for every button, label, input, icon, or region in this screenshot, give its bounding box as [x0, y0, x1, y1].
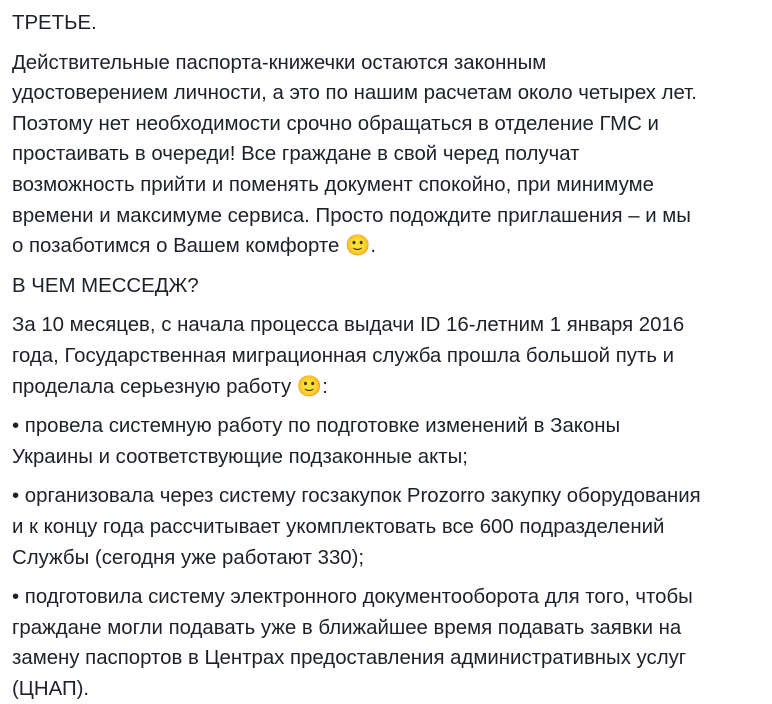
bullet-laws	[12, 411, 760, 472]
bullet-edoc	[12, 582, 760, 704]
heading-third	[12, 8, 760, 39]
text-line: о позаботимся о Вашем комфорте 🙂.	[12, 235, 377, 258]
text-line: Службы (сегодня уже работают 330);	[12, 546, 365, 569]
text-line: Поэтому нет необходимости срочно обращаться в отделение ГМС и	[12, 112, 659, 135]
text-line: года, Государственная миграционная служба прошла большой путь и	[12, 344, 674, 367]
text-line: (ЦНАП).	[12, 677, 90, 700]
text-line: Украины и соответствующие подзаконные акты;	[12, 445, 468, 468]
text-line: времени и максимуме сервиса. Просто подождите приглашения – и мы	[12, 204, 691, 227]
text-line: и к концу года рассчитывает укомплектовать все 600 подразделений	[12, 515, 665, 538]
text-line: удостоверением личности, а это по нашим расчетам около четырех лет.	[12, 82, 697, 105]
text-line: • организовала через систему госзакупок Prozorro закупку оборудования	[12, 485, 701, 508]
heading-message	[12, 271, 760, 302]
paragraph-validity	[12, 48, 760, 262]
text-line: • провела системную работу по подготовке изменений в Законы	[12, 415, 621, 438]
paragraph-intro	[12, 310, 760, 402]
heading-third-text: ТРЕТЬЕ.	[12, 12, 97, 34]
text-line: граждане могли подавать уже в ближайшее время подавать заявки на	[12, 616, 682, 639]
text-line: • подготовила систему электронного документооборота для того, чтобы	[12, 586, 693, 609]
text-line: простаивать в очереди! Все граждане в свой черед получат	[12, 143, 580, 166]
bullet-prozorro	[12, 481, 760, 573]
text-line: Действительные паспорта-книжечки остаются законным	[12, 51, 547, 74]
heading-message-text: В ЧЕМ МЕССЕДЖ?	[12, 274, 199, 297]
text-line: проделала серьезную работу 🙂:	[12, 375, 328, 398]
text-line: замену паспортов в Центрах предоставления административных услуг	[12, 647, 687, 670]
text-line: За 10 месяцев, с начала процесса выдачи ID 16-летним 1 января 2016	[12, 314, 685, 337]
text-line: возможность прийти и поменять документ спокойно, при минимуме	[12, 173, 654, 196]
